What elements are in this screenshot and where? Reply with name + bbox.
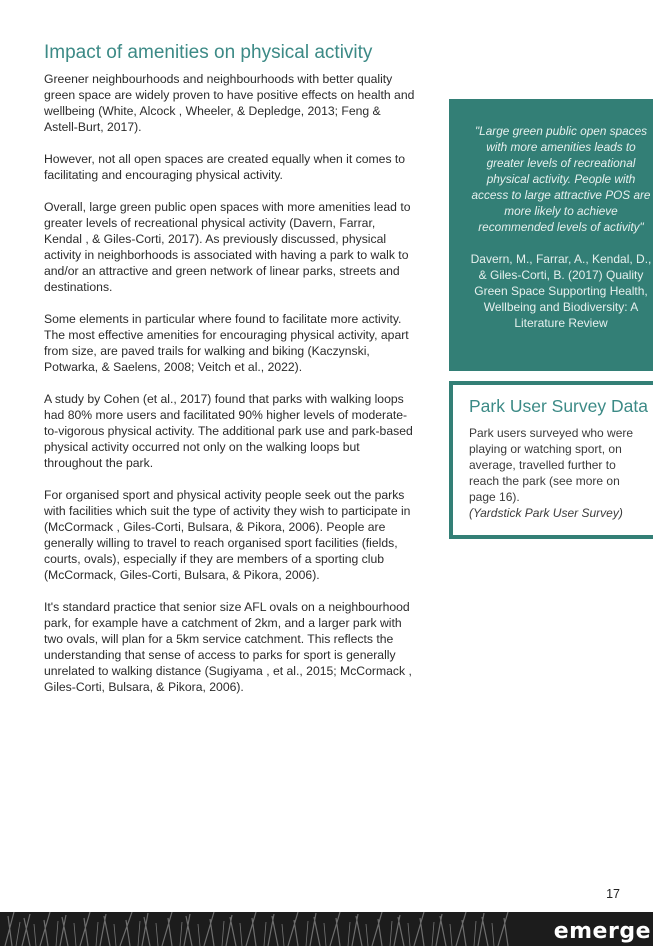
paragraph: However, not all open spaces are created equally when it comes to facilitating and encouraging physical activity.	[44, 152, 406, 182]
page-number: 17	[606, 887, 620, 901]
paragraph: Some elements in particular where found to facilitate more activity. The most effective amenities for encouraging physical activity, apart from size, are paved trails for walking and biking (Kaczynski, Potwarka, & Saelens, 2008; Veitch et al., 2022).	[44, 312, 409, 374]
paragraph: Overall, large green public open spaces with more amenities lead to greater levels of recreational physical activity (Davern, Farrar, Kendal , & Giles-Corti, 2017). As previously discussed, physical activity in neighborhoods is associated with having a park to walk to and/or an attractive and green network of linear parks, streets and destinations.	[44, 200, 411, 294]
paragraph: Greener neighbourhoods and neighbourhoods with better quality green space are widely proven to have positive effects on health and wellbeing (White, Alcock , Wheeler, & Depledge, 2013; Feng & Astell-Burt, 2017).	[44, 72, 415, 134]
paragraph: A study by Cohen (et al., 2017) found that parks with walking loops had 80% more users and facilitated 90% higher levels of moderate-to-vigorous physical activity. The additional park use and park-based physical activity occurred not only on the walking loops but throughout the park.	[44, 392, 413, 470]
quote-citation: Davern, M., Farrar, A., Kendal, D., & Giles-Corti, B. (2017) Quality Green Space Supporting Health, Wellbeing and Biodiversity: A Literature Review	[470, 252, 652, 330]
survey-text: Park users surveyed who were playing or watching sport, on average, travelled further to reach the park (see more on page 16).	[469, 426, 634, 504]
pull-quote: "Large green public open spaces with more amenities leads to greater levels of recreational physical activity. People with access to large attractive POS are more likely to achieve recommended levels of activity"	[471, 124, 651, 234]
pull-quote-box	[449, 99, 653, 371]
emerge-logo: emerge	[553, 919, 651, 944]
survey-text-block	[469, 425, 649, 521]
survey-source: (Yardstick Park User Survey)	[469, 506, 623, 520]
survey-title: Park User Survey Data	[469, 396, 648, 416]
paragraph: For organised sport and physical activity people seek out the parks with facilities which suit the type of activity they wish to participate in (McCormack , Giles-Corti, Bulsara, & Pikora, 2006). People are generally willing to travel to reach organised sport facilities (fields, courts, ovals), especially if they are members of a sporting club (McCormack, Giles-Corti, Bulsara, & Pikora, 2006).	[44, 488, 411, 582]
section-heading: Impact of amenities on physical activity	[44, 42, 373, 63]
survey-callout	[449, 381, 653, 539]
paragraph: It's standard practice that senior size AFL ovals on a neighbourhood park, for example have a catchment of 2km, and a larger park with two ovals, will plan for a 5km service catchment. This reflects the understanding that sense of access to parks for sport is generally unrelated to walking distance (Sugiyama , et al., 2015; McCormack , Giles-Corti, Bulsara, & Pikora, 2006).	[44, 600, 412, 694]
body-text	[44, 71, 416, 711]
